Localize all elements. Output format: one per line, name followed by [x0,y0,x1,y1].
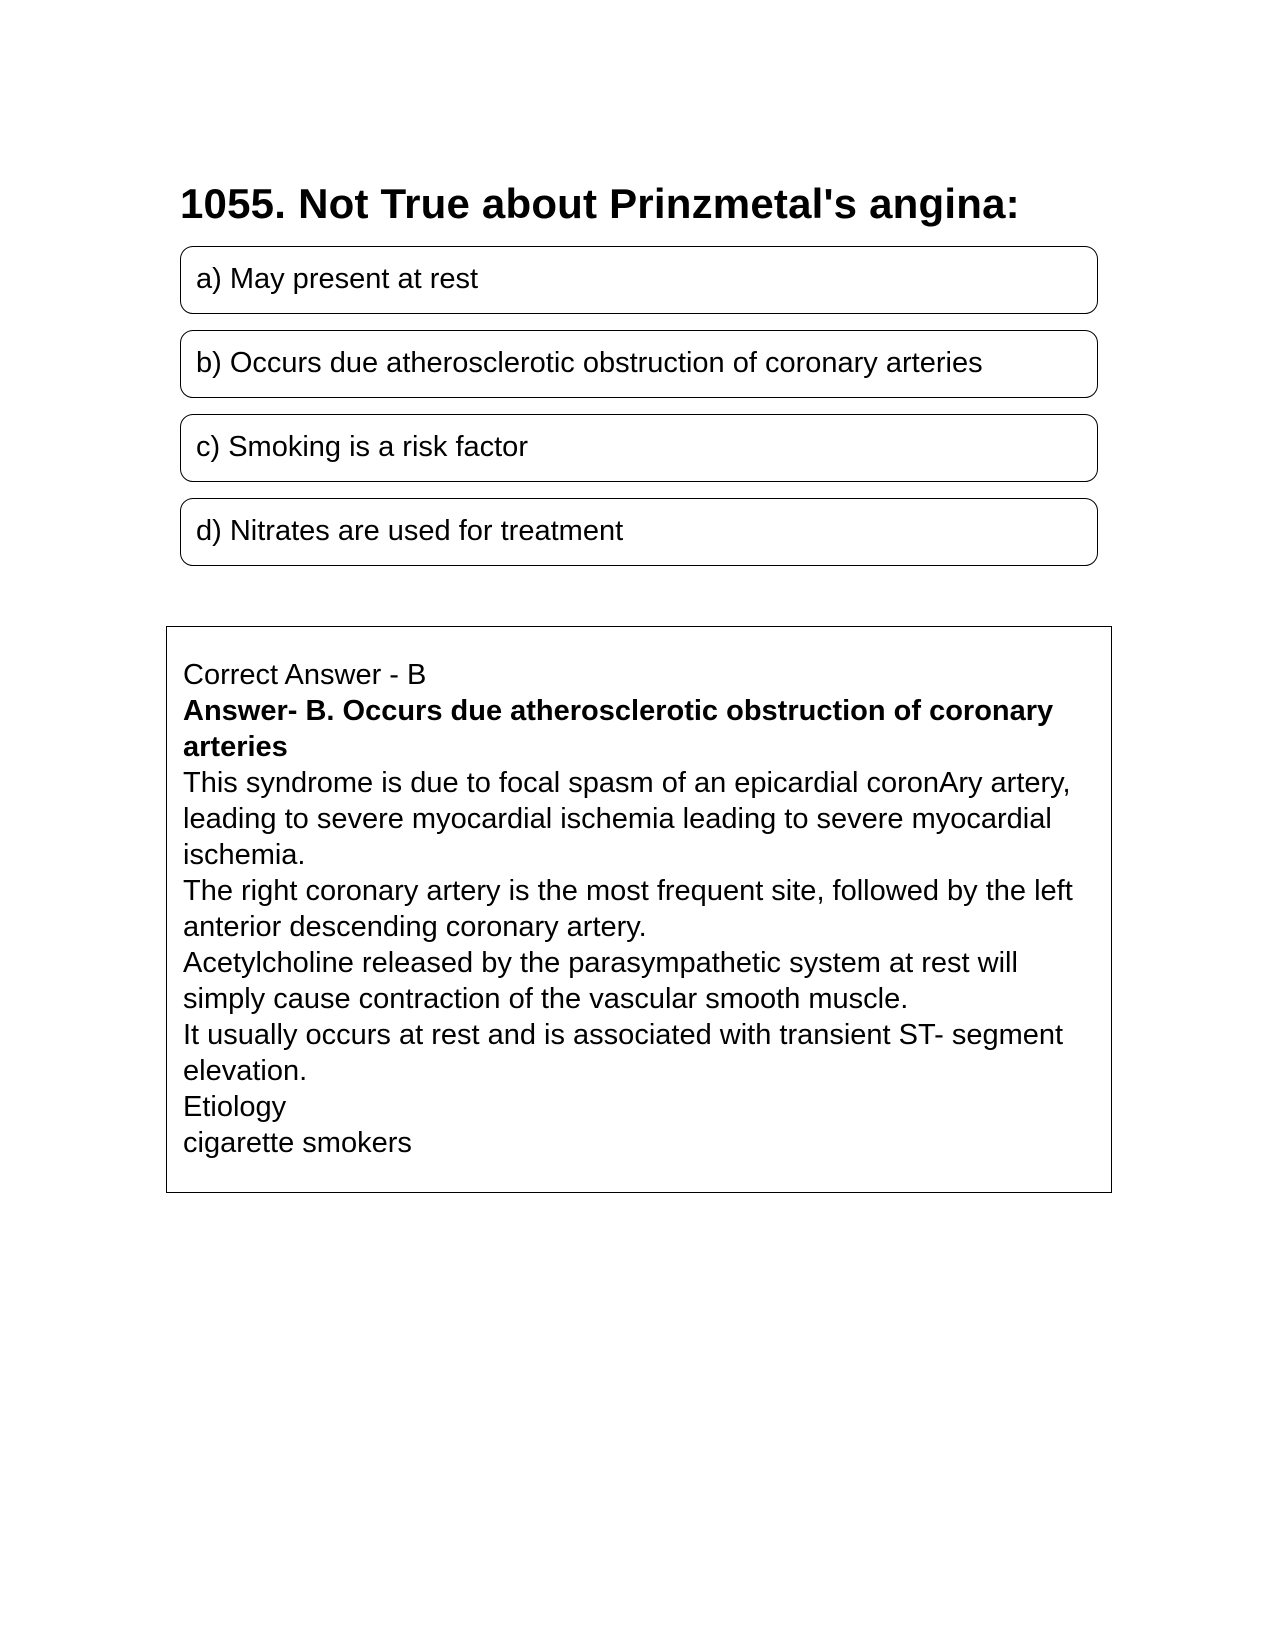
explanation-paragraph: The right coronary artery is the most frequent site, followed by the left anterior descending coronary artery. [183,875,1073,943]
answer-heading: Answer- B. Occurs due atherosclerotic obstruction of coronary arteries [183,695,1054,763]
option-a[interactable]: a) May present at rest [180,246,1098,314]
option-c[interactable]: c) Smoking is a risk factor [180,414,1098,482]
correct-answer-label: Correct Answer - B [183,659,427,691]
explanation-paragraph: Acetylcholine released by the parasympathetic system at rest will simply cause contraction of the vascular smooth muscle. [183,947,1018,1015]
option-d[interactable]: d) Nitrates are used for treatment [180,498,1098,566]
explanation-paragraph: It usually occurs at rest and is associated with transient ST- segment elevation. [183,1019,1064,1087]
question-text: Not True about Prinzmetal's angina: [298,180,1020,227]
etiology-label: Etiology [183,1091,287,1123]
question-title [180,176,1020,232]
option-b[interactable]: b) Occurs due atherosclerotic obstruction of coronary arteries [180,330,1098,398]
answer-options [180,246,1098,582]
explanation-paragraph: This syndrome is due to focal spasm of an epicardial coronAry artery, leading to severe myocardial ischemia leading to severe myocardial ischemia. [183,767,1071,871]
question-number: 1055. [180,180,287,227]
answer-explanation-box [166,626,1112,1193]
etiology-item: cigarette smokers [183,1127,412,1159]
